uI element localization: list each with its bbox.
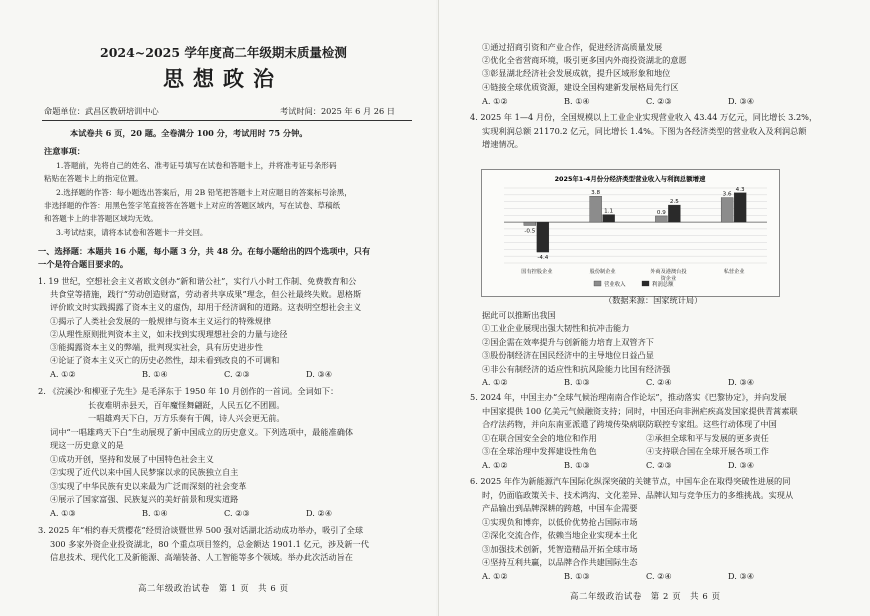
choice-item: ③股份制经济在国民经济中的主导地位日益凸显 — [482, 350, 654, 360]
note-line: 1.答题前，先将自己的姓名、准考证号填写在试卷和答题卡上，并将准考证号条形码 — [56, 161, 337, 170]
question-line: 6. 2025 年作为新能源汽车国际化纵深突破的关键节点，中国车企在取得突破性进展的同 — [470, 476, 791, 486]
chart-legend — [594, 280, 674, 288]
question-line: 据此可以推断出我国 — [482, 310, 556, 320]
choice-item: ①在联合国安全会的地位和作用 — [482, 433, 597, 443]
option-a: A. ①② — [482, 571, 508, 581]
question-line: 词中“一唱雄鸡天下白”生动展现了新中国成立的历史意义。下列选项中，最能准确体 — [50, 427, 354, 437]
data-label: 2.5 — [669, 199, 679, 206]
question-line: 实现利润总额 21170.2 亿元，同比增长 1.4%。下图为各经济类型的营业收入及利润总额 — [482, 126, 807, 136]
chart-bar — [655, 216, 667, 222]
option-a: A. ①② — [482, 460, 508, 470]
chart-bar — [734, 193, 746, 222]
option-a: A. ①③ — [50, 508, 76, 518]
option-d: D. ③④ — [728, 460, 755, 470]
question-line: 产品输出到品牌深耕的跨越，中国车企需要 — [482, 503, 638, 513]
note-line: 非选择题的作答：用黑色签字笔直接答在答题卡上对应的答题区域内，写在试卷、草稿纸 — [44, 201, 341, 210]
chart-category-labels — [521, 267, 745, 282]
choice-item: ②从理性原则批判资本主义，如未找到实现理想社会的力量与途径 — [50, 329, 288, 339]
question-line: 增速情况。 — [482, 139, 523, 149]
page-footer: 高二年级政治试卷 第 2 页 共 6 页 — [570, 591, 721, 601]
data-label: 3.6 — [722, 191, 732, 198]
setter-unit: 命题单位：武昌区教研培训中心 — [44, 106, 159, 116]
poem-line: 长夜难明赤县天，百年魔怪舞翩跹，人民五亿不团圆。 — [88, 400, 285, 410]
choice-item: ②国企需在效率提升与创新能力培育上双管齐下 — [482, 337, 654, 347]
choice-item: ④坚持互利共赢，以品牌合作共建国际生态 — [482, 557, 638, 567]
legend-swatch — [594, 281, 601, 286]
note-line: 2.选择题的作答：每小题选出答案后，用 2B 铅笔把答题卡上对应题目的答案标号涂黑， — [56, 188, 352, 197]
chart-bar — [668, 205, 680, 222]
poem-line: 一唱雄鸡天下白，万方乐奏有于阗，诗人兴会更无前。 — [88, 413, 285, 423]
chart-canvas — [482, 170, 779, 296]
option-d: D. ③④ — [728, 377, 755, 387]
data-label: -0.5 — [524, 228, 536, 235]
legend-label: 利润总额 — [652, 282, 674, 288]
option-b: B. ①③ — [564, 571, 590, 581]
option-d: D. ②④ — [306, 508, 333, 518]
category-label: 资企业 — [660, 276, 677, 282]
option-b: B. ①④ — [142, 508, 168, 518]
option-b: B. ①④ — [564, 96, 590, 106]
choice-item: ②实现了近代以来中国人民梦寐以求的民族独立自主 — [50, 467, 239, 477]
chart-bar — [721, 198, 733, 223]
question-line: 时，仍面临政策关卡、技术鸿沟、文化差异、品牌认知与竞争压力的多维挑战。实现从 — [482, 490, 794, 500]
choice-item: ③彰显湖北经济社会发展成就，提升区域形象和地位 — [482, 68, 671, 78]
growth-chart — [481, 169, 780, 297]
choice-item: ③加强技术创新，凭智造精品开拓全球市场 — [482, 544, 638, 554]
option-b: B. ①③ — [564, 460, 590, 470]
data-source: （数据来源：国家统计局） — [604, 295, 703, 305]
category-label: 外商及港澳台投 — [650, 269, 687, 275]
choice-item: ②承担全球和平与发展的更多责任 — [646, 433, 769, 443]
choice-item: ④论证了资本主义灭亡的历史必然性，却未看到改良的不可调和 — [50, 355, 280, 365]
option-b: B. ①③ — [564, 377, 590, 387]
option-d: D. ③④ — [306, 369, 333, 379]
chart-data-labels — [524, 187, 745, 261]
option-c: C. ②③ — [646, 460, 672, 470]
choice-item: ②优化全省营商环境，吸引更多国内外商投资湖北的意愿 — [482, 55, 687, 65]
legend-swatch — [642, 281, 649, 286]
option-c: C. ②③ — [224, 508, 250, 518]
paper-info: 本试卷共 6 页，20 题。全卷满分 100 分，考试用时 75 分钟。 — [70, 128, 308, 138]
note-line: 粘贴在答题卡上的指定位置。 — [44, 174, 143, 183]
legend-label: 营业收入 — [604, 282, 626, 288]
choice-item: ①成功开创，坚持和发展了中国特色社会主义 — [50, 454, 214, 464]
data-label: 1.1 — [604, 208, 614, 215]
choice-item: ③在全球治理中发挥建设性角色 — [482, 446, 597, 456]
chart-bar — [537, 222, 549, 252]
choice-item: ①揭示了人类社会发展的一般规律与资本主义运行的特殊规律 — [50, 316, 272, 326]
header-rule — [42, 120, 412, 121]
question-line: 3. 2025 年“相约春天赏樱花”经贸洽谈暨世界 500 强对话湖北活动成功举办，吸引了全球 — [38, 525, 364, 535]
option-c: C. ②③ — [646, 96, 672, 106]
chart-bar — [590, 196, 602, 222]
question-line: 4. 2025 年 1—4 月份，全国规模以上工业企业实现营业收入 43.44 万亿元，同比增长 3.2%， — [470, 112, 818, 122]
question-line: 2. 《浣溪沙·和柳亚子先生》是毛泽东于 1950 年 10 月创作的一首词。全词如下： — [38, 386, 339, 396]
choice-item: ④展示了国家富强、民族复兴的美好前景和现实道路 — [50, 494, 239, 504]
section-heading: 一、选择题：本题共 16 小题，每小题 3 分，共 48 分。在每小题给出的四个选项中，只有 — [38, 246, 371, 256]
note-line: 和答题卡上的非答题区域均无效。 — [44, 214, 158, 223]
option-a: A. ①② — [482, 377, 508, 387]
category-label: 私营企业 — [723, 269, 745, 275]
choice-item: ④非公有制经济的适应性和抗风险能力比国有经济强 — [482, 364, 671, 374]
data-label: 3.8 — [591, 190, 601, 197]
question-line: 信息技术、现代化工及新能源、高端装备、人工智能等多个领域。举办此次活动旨在 — [50, 552, 353, 562]
subject-title: 思想政治 — [163, 66, 283, 91]
data-label: 0.9 — [656, 209, 666, 216]
choice-item: ④支持联合国在全球开展各项工作 — [646, 446, 769, 456]
note-line: 3.考试结束，请将本试卷和答题卡一并交回。 — [56, 228, 208, 237]
page-footer: 高二年级政治试卷 第 1 页 共 6 页 — [138, 583, 289, 593]
option-d: D. ③④ — [728, 96, 755, 106]
category-label: 国有控股企业 — [521, 269, 553, 275]
choice-item: ④链接全球优质资源，建设全国构建新发展格局先行区 — [482, 82, 679, 92]
section-heading-cont: 一个是符合题目要求的。 — [38, 259, 129, 269]
chart-bar — [603, 215, 615, 223]
choice-item: ①实现负和博弈，以低价优势抢占国际市场 — [482, 517, 638, 527]
question-line: 现这一历史意义的是 — [50, 440, 124, 450]
question-line: 中国家提供 100 亿美元气候融资支持；同时，中国还向非洲疟疾高发国家提供青蒿素联 — [482, 406, 798, 416]
question-line: 5. 2024 年，中国主办“全球气候治理南南合作论坛”，推动落实《巴黎协定》，并向发展 — [470, 392, 787, 402]
data-label: -4.4 — [537, 255, 549, 262]
question-line: 评价欧文时实践揭露了资本主义的虚伪，却用于经济调和的道路。这表明空想社会主义 — [50, 302, 362, 312]
option-a: A. ①② — [50, 369, 76, 379]
option-c: C. ②④ — [646, 377, 672, 387]
choice-item: ③实现了中华民族有史以来最为广泛而深刻的社会变革 — [50, 481, 247, 491]
chart-bar — [524, 222, 536, 225]
category-label: 股份制企业 — [589, 269, 616, 275]
question-line: 共食堂等措施，践行“劳动创造财富，劳动者共享成果”理念，但公社最终失败。恩格斯 — [50, 289, 362, 299]
choice-item: ①工业企业展现出强大韧性和抗冲击能力 — [482, 323, 630, 333]
chart-title: 2025年1-4月份分经济类型营业收入与利润总额增速 — [554, 175, 706, 183]
option-a: A. ①② — [482, 96, 508, 106]
choice-item: ③能揭露资本主义的弊端，批判现实社会，具有历史进步性 — [50, 342, 263, 352]
option-d: D. ③④ — [728, 571, 755, 581]
question-line: 合疗法药物，并向东南亚派遣了跨境传染病联防联控专家组。这些行动体现了中国 — [482, 419, 777, 429]
choice-item: ①通过招商引资和产业合作，促进经济高质量发展 — [482, 42, 663, 52]
choice-item: ②深化交流合作，依赖当地企业实现本土化 — [482, 530, 638, 540]
exam-date: 考试时间：2025 年 6 月 26 日 — [280, 106, 395, 116]
option-c: C. ②④ — [646, 571, 672, 581]
option-b: B. ①④ — [142, 369, 168, 379]
option-c: C. ②③ — [224, 369, 250, 379]
notes-title: 注意事项： — [44, 146, 85, 156]
question-line: 300 多家外资企业投资湖北，80 个重点项目签约，总金额达 1901.1 亿元，涉及新一代 — [50, 539, 369, 549]
exam-header: 2024~2025 学年度高二年级期末质量检测 — [100, 45, 347, 60]
data-label: 4.3 — [735, 186, 745, 193]
question-line: 1. 19 世纪，空想社会主义者欧文创办“新和谐公社”，实行八小时工作制、免费教育和公 — [38, 276, 357, 286]
